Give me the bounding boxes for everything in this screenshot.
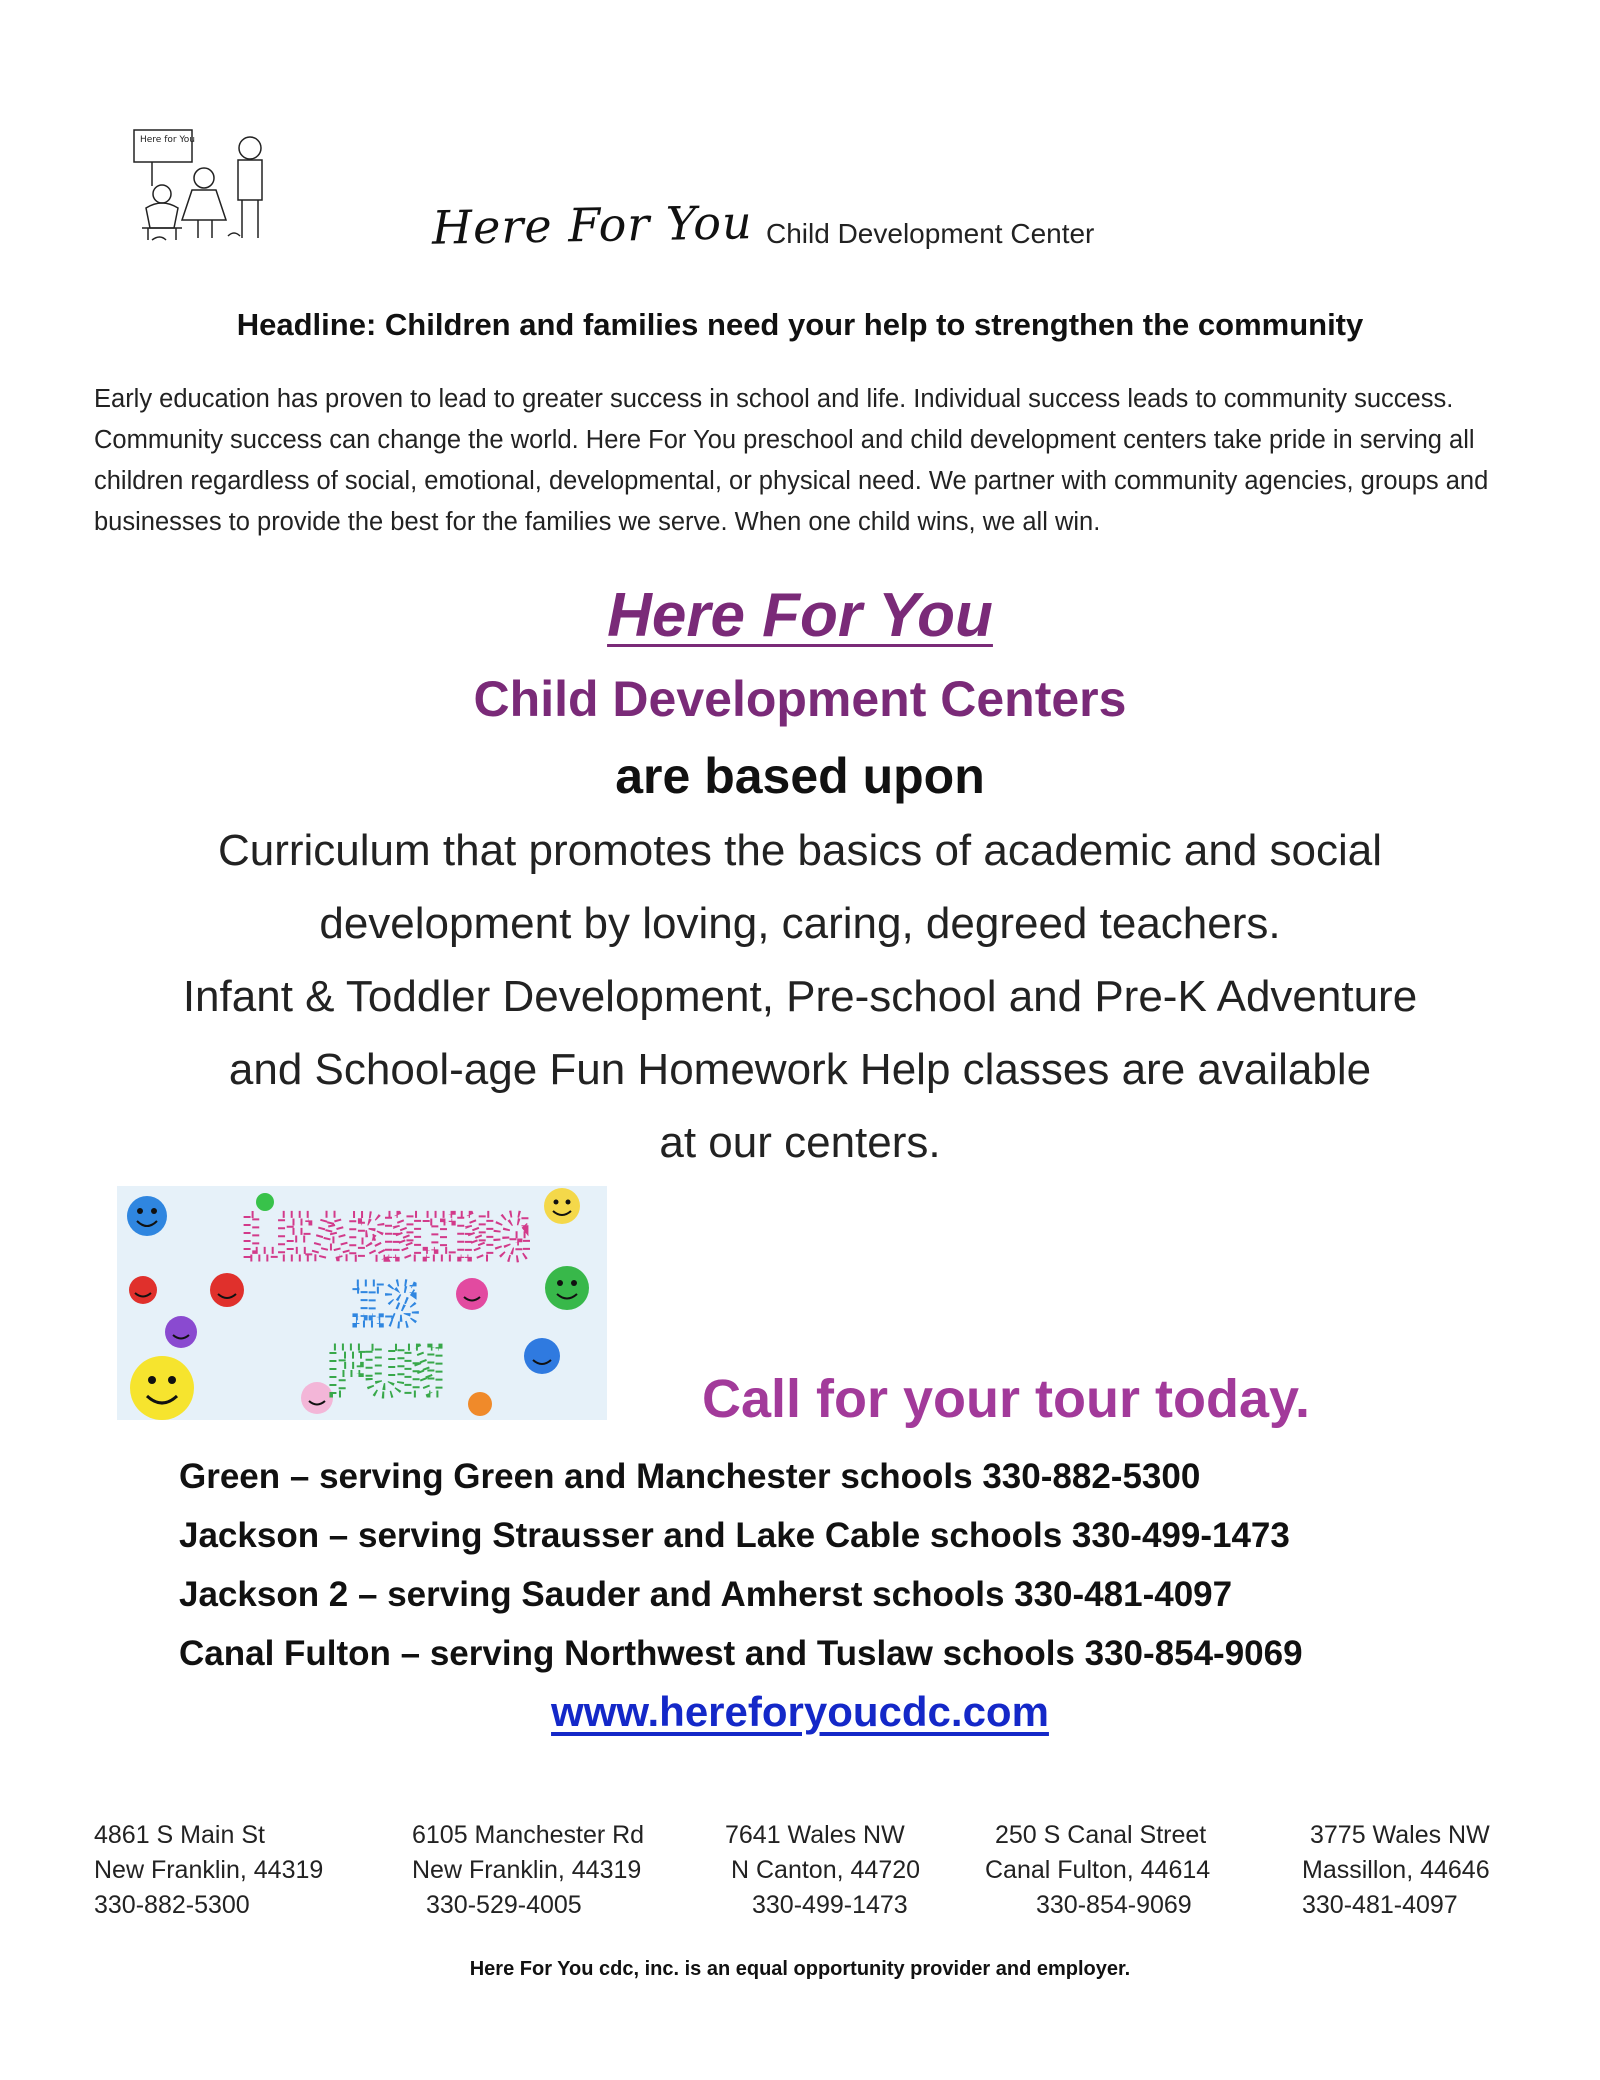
website-link[interactable]: www.hereforyoucdc.com	[551, 1688, 1049, 1735]
address-city: Canal Fulton, 44614	[985, 1856, 1211, 1884]
call-to-action: Call for your tour today.	[702, 1369, 1311, 1429]
address-city: Massillon, 44646	[1302, 1856, 1490, 1884]
address-street: 7641 Wales NW	[725, 1821, 905, 1849]
brand-tagline: Child Development Center	[766, 218, 1095, 249]
address-city: N Canton, 44720	[731, 1856, 921, 1884]
children-sketch-icon	[132, 128, 282, 244]
address-street: 4861 S Main St	[94, 1821, 265, 1849]
address-phone: 330-882-5300	[94, 1891, 250, 1919]
address-street: 6105 Manchester Rd	[412, 1821, 645, 1849]
address-block	[725, 1818, 920, 1923]
feature-subtitle: Child Development Centers	[473, 671, 1127, 727]
feature-body-line: Curriculum that promotes the basics of academic and social	[217, 826, 1383, 875]
address-street: 3775 Wales NW	[1310, 1821, 1490, 1849]
feature-body-line: development by loving, caring, degreed teachers.	[319, 899, 1281, 948]
logo-sign-text: Here for You	[140, 135, 195, 145]
location-line: Jackson 2 – serving Sauder and Amherst schools 330-481-4097	[179, 1575, 1233, 1614]
feature-body-line: at our centers.	[659, 1118, 941, 1167]
intro-paragraph: Early education has proven to lead to greater success in school and life. Individual success leads to community success. Community success can change the world. Here For You preschool and child development centers take pride in serving all children regardless of social, emotional, developmental, or physical need. We partner with community agencies, groups and businesses to provide the best for the families we serve. When one child wins, we all win.	[94, 385, 1489, 536]
feature-body-line: Infant & Toddler Development, Pre-school and Pre-K Adventure	[182, 972, 1418, 1021]
address-phone: 330-481-4097	[1302, 1891, 1458, 1919]
location-line: Green – serving Green and Manchester schools 330-882-5300	[179, 1457, 1201, 1496]
fun-word-fun: FUN	[327, 1336, 443, 1410]
learning-is-fun-image	[117, 1186, 607, 1420]
address-block	[412, 1818, 644, 1923]
address-phone: 330-499-1473	[752, 1891, 908, 1919]
locations-list	[179, 1447, 1303, 1683]
feature-body-line: and School-age Fun Homework Help classes are available	[228, 1045, 1372, 1094]
address-block	[94, 1818, 323, 1923]
fun-word-learning: LEARNING	[240, 1203, 530, 1273]
address-street: 250 S Canal Street	[995, 1821, 1207, 1849]
fun-word-is: IS	[351, 1273, 419, 1338]
location-line: Canal Fulton – serving Northwest and Tuslaw schools 330-854-9069	[179, 1634, 1303, 1673]
address-city: New Franklin, 44319	[412, 1856, 642, 1884]
feature-lead: are based upon	[615, 748, 985, 804]
address-city: New Franklin, 44319	[94, 1856, 324, 1884]
brand-name: Here For You	[431, 195, 754, 255]
location-line: Jackson – serving Strausser and Lake Cable schools 330-499-1473	[179, 1516, 1290, 1555]
address-block	[1302, 1818, 1490, 1923]
disclaimer: Here For You cdc, inc. is an equal opportunity provider and employer.	[469, 1958, 1131, 1980]
address-phone: 330-529-4005	[426, 1891, 582, 1919]
address-phone: 330-854-9069	[1036, 1891, 1192, 1919]
headline: Headline: Children and families need your help to strengthen the community	[236, 307, 1364, 342]
feature-title: Here For You	[607, 581, 993, 650]
feature-body	[0, 814, 1600, 1179]
address-block	[985, 1818, 1210, 1923]
